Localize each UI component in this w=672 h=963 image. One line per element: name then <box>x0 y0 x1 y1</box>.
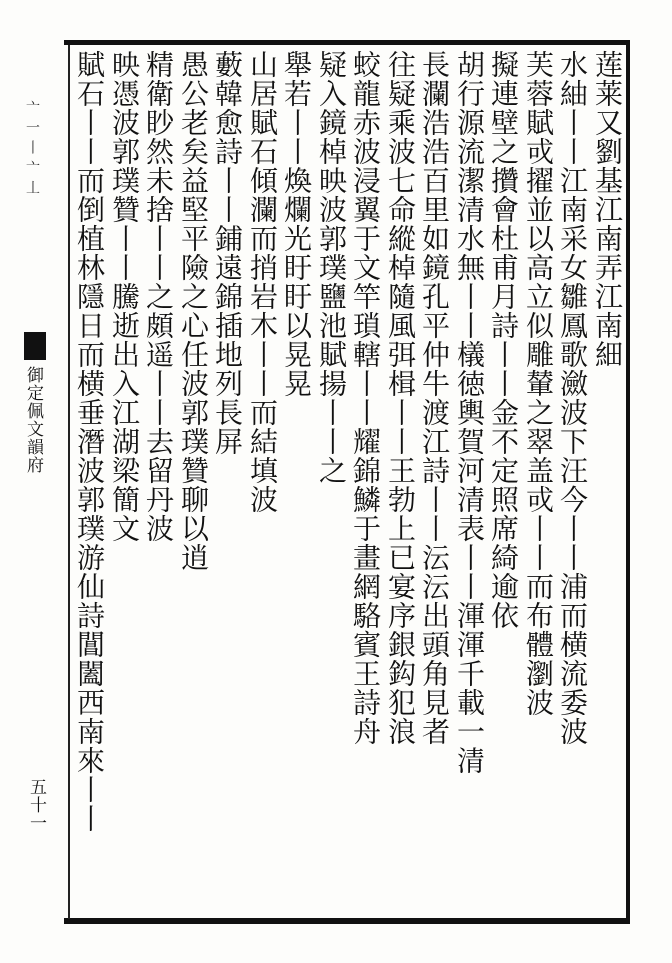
text-column: 莲莱又劉基江南弄江南細 <box>591 50 624 369</box>
book-title: 御定佩文韻府 <box>23 366 43 474</box>
text-column: 愚公老矣益堅平險之心任波郭璞贊聊以逍 <box>177 50 210 572</box>
text-column: 山居賦石傾瀾而捎岩木丨丨而結填波 <box>246 50 279 514</box>
margin-gutter <box>0 40 62 924</box>
text-column: 舉若丨丨煥爛光盱盱以晃晃 <box>280 50 313 398</box>
fish-tail-mark <box>24 332 46 360</box>
gutter-marks: 亠一丨亠丄 <box>24 100 40 200</box>
text-column: 蛟龍赤波浸翼于文竿瑣轄丨丨耀錦鱗于畫網駱賓王詩舟 <box>349 50 382 746</box>
text-column: 藪韓愈詩丨丨鋪遠錦插地列長屏 <box>211 50 244 456</box>
text-column: 精衛眇然未捨丨丨之頗遥丨丨去留丹波 <box>142 50 175 543</box>
text-column: 往疑乘波七命縱棹隨風弭楫丨丨王勃上已宴序銀鈎犯浪 <box>384 50 417 746</box>
text-column: 疑入鏡棹映波郭璞鹽池賦揚丨丨之 <box>315 50 348 485</box>
text-column: 芙蓉賦戓擢並以高立似雕輦之翠盖戓丨丨而布體瀏波 <box>522 50 555 717</box>
text-column: 映憑波郭璞贊丨丨騰逝出入江湖梁簡文 <box>108 50 141 543</box>
page-number: 五十一 <box>26 778 46 832</box>
frame-inner-rule <box>68 45 70 919</box>
text-column: 擬連壁之攢會杜甫月詩丨丨金不定照席綺逾依 <box>487 50 520 630</box>
text-column: 胡行源流潔清水無丨丨檥徳輿賀河清表丨丨渾渾千載一清 <box>453 50 486 775</box>
text-column: 水紬丨丨江南采女雛鳳歌瀲波下汪今丨丨浦而横流委波 <box>556 50 589 746</box>
text-column: 賦石丨丨而倒植林隱日而横垂潛波郭璞游仙詩閶闔西南來丨丨 <box>73 50 106 833</box>
text-column: 長瀾浩浩百里如鏡孔平仲牛渡江詩丨丨沄沄出頭角見者 <box>418 50 451 746</box>
